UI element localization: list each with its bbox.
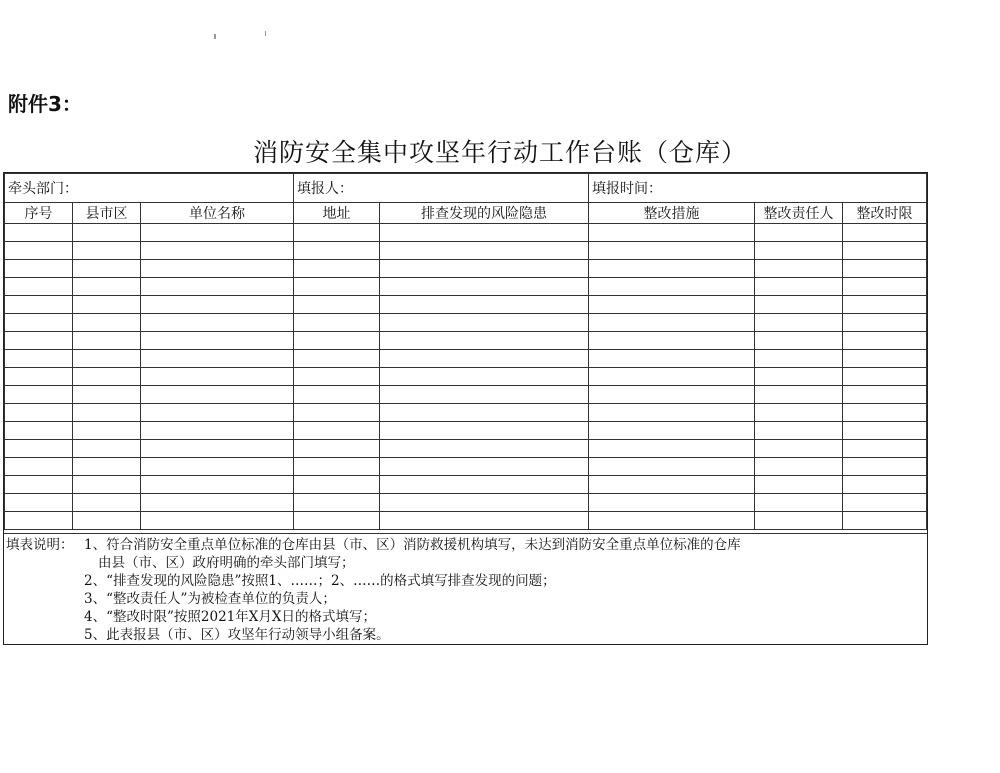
table-cell[interactable] <box>380 494 589 512</box>
table-cell[interactable] <box>843 260 927 278</box>
table-cell[interactable] <box>5 494 73 512</box>
attachment-label: 附件3： <box>8 92 82 116</box>
notes-label: 填表说明： <box>6 537 74 553</box>
table-cell[interactable] <box>380 278 589 296</box>
table-row <box>5 278 927 296</box>
table-cell[interactable] <box>73 242 141 260</box>
table-cell[interactable] <box>294 332 380 350</box>
table-cell[interactable] <box>5 314 73 332</box>
table-cell[interactable] <box>589 458 755 476</box>
table-cell[interactable] <box>380 368 589 386</box>
table-cell[interactable] <box>755 494 843 512</box>
table-cell[interactable] <box>755 242 843 260</box>
table-cell[interactable] <box>843 512 927 530</box>
table-cell[interactable] <box>5 224 73 242</box>
table-cell[interactable] <box>843 224 927 242</box>
table-cell[interactable] <box>843 278 927 296</box>
table-cell[interactable] <box>294 386 380 404</box>
table-cell[interactable] <box>5 512 73 530</box>
table-cell[interactable] <box>294 368 380 386</box>
table-cell[interactable] <box>5 386 73 404</box>
table-row <box>5 386 927 404</box>
note-item: 5、此表报县（市、区）攻坚年行动领导小组备案。 <box>84 627 390 643</box>
table-cell[interactable] <box>755 404 843 422</box>
table-body <box>5 224 927 530</box>
table-cell[interactable] <box>589 476 755 494</box>
col-header-unit-name: 单位名称 <box>141 203 294 224</box>
table-cell[interactable] <box>755 296 843 314</box>
table-cell[interactable] <box>5 260 73 278</box>
table-cell[interactable] <box>141 350 294 368</box>
table-cell[interactable] <box>843 458 927 476</box>
table-cell[interactable] <box>294 422 380 440</box>
table-cell[interactable] <box>589 440 755 458</box>
table-cell[interactable] <box>589 332 755 350</box>
table-cell[interactable] <box>380 458 589 476</box>
table-cell[interactable] <box>73 314 141 332</box>
table-row <box>5 296 927 314</box>
table-cell[interactable] <box>755 458 843 476</box>
table-cell[interactable] <box>73 494 141 512</box>
table-cell[interactable] <box>5 404 73 422</box>
table-cell[interactable] <box>755 314 843 332</box>
table-cell[interactable] <box>755 512 843 530</box>
table-cell[interactable] <box>141 512 294 530</box>
table-cell[interactable] <box>589 224 755 242</box>
table-cell[interactable] <box>755 440 843 458</box>
table-cell[interactable] <box>5 440 73 458</box>
col-header-responsible: 整改责任人 <box>755 203 843 224</box>
table-cell[interactable] <box>73 260 141 278</box>
col-header-hazards: 排查发现的风险隐患 <box>380 203 589 224</box>
table-cell[interactable] <box>755 368 843 386</box>
scan-speck <box>214 34 216 39</box>
table-cell[interactable] <box>141 278 294 296</box>
table-cell[interactable] <box>73 296 141 314</box>
table-cell[interactable] <box>843 476 927 494</box>
table-cell[interactable] <box>380 386 589 404</box>
table-cell[interactable] <box>589 368 755 386</box>
table-cell[interactable] <box>589 314 755 332</box>
table-cell[interactable] <box>843 332 927 350</box>
note-item: 由县（市、区）政府明确的牵头部门填写； <box>98 555 355 571</box>
scan-speck <box>265 31 266 36</box>
table-cell[interactable] <box>843 296 927 314</box>
table-cell[interactable] <box>141 476 294 494</box>
table-cell[interactable] <box>73 224 141 242</box>
table-cell[interactable] <box>141 314 294 332</box>
table-cell[interactable] <box>843 440 927 458</box>
table-cell[interactable] <box>294 224 380 242</box>
table-row <box>5 224 927 242</box>
table-cell[interactable] <box>141 386 294 404</box>
table-cell[interactable] <box>5 242 73 260</box>
table-row <box>5 440 927 458</box>
table-cell[interactable] <box>755 422 843 440</box>
table-cell[interactable] <box>73 422 141 440</box>
table-cell[interactable] <box>294 458 380 476</box>
table-cell[interactable] <box>141 440 294 458</box>
table-cell[interactable] <box>380 260 589 278</box>
table-row <box>5 422 927 440</box>
table-cell[interactable] <box>843 314 927 332</box>
table-cell[interactable] <box>589 278 755 296</box>
table-cell[interactable] <box>755 476 843 494</box>
col-header-county: 县市区 <box>73 203 141 224</box>
table-cell[interactable] <box>843 404 927 422</box>
fill-instructions <box>4 533 927 645</box>
table-cell[interactable] <box>294 260 380 278</box>
table-cell[interactable] <box>5 368 73 386</box>
table-cell[interactable] <box>294 512 380 530</box>
table-cell[interactable] <box>73 476 141 494</box>
table-cell[interactable] <box>589 350 755 368</box>
table-cell[interactable] <box>755 332 843 350</box>
table-cell[interactable] <box>755 386 843 404</box>
table-cell[interactable] <box>755 350 843 368</box>
info-row <box>5 174 927 203</box>
table-row <box>5 512 927 530</box>
table-cell[interactable] <box>73 404 141 422</box>
table-row <box>5 458 927 476</box>
table-cell[interactable] <box>380 332 589 350</box>
table-cell[interactable] <box>73 332 141 350</box>
table-cell[interactable] <box>589 242 755 260</box>
table-cell[interactable] <box>141 368 294 386</box>
col-header-serial: 序号 <box>5 203 73 224</box>
note-item: 4、“整改时限”按照2021年X月X日的格式填写； <box>84 609 376 625</box>
note-item: 3、“整改责任人”为被检查单位的负责人； <box>84 591 336 607</box>
table-row <box>5 260 927 278</box>
table-cell[interactable] <box>73 368 141 386</box>
column-header-row <box>5 203 927 224</box>
table-cell[interactable] <box>294 404 380 422</box>
table-row <box>5 494 927 512</box>
table-cell[interactable] <box>73 440 141 458</box>
table-cell[interactable] <box>589 512 755 530</box>
table-cell[interactable] <box>73 350 141 368</box>
table-cell[interactable] <box>5 296 73 314</box>
table-cell[interactable] <box>589 422 755 440</box>
table-cell[interactable] <box>141 242 294 260</box>
table-cell[interactable] <box>380 242 589 260</box>
table-cell[interactable] <box>380 224 589 242</box>
table-cell[interactable] <box>843 242 927 260</box>
table-cell[interactable] <box>589 386 755 404</box>
table-cell[interactable] <box>380 296 589 314</box>
table-cell[interactable] <box>141 404 294 422</box>
table-cell[interactable] <box>73 512 141 530</box>
table-cell[interactable] <box>5 476 73 494</box>
table-cell[interactable] <box>294 242 380 260</box>
filler-field[interactable]: 填报人： <box>294 174 589 203</box>
table-cell[interactable] <box>141 458 294 476</box>
table-cell[interactable] <box>5 422 73 440</box>
table-cell[interactable] <box>589 296 755 314</box>
table-cell[interactable] <box>141 260 294 278</box>
table-cell[interactable] <box>73 458 141 476</box>
table-row <box>5 476 927 494</box>
table-cell[interactable] <box>380 440 589 458</box>
table-cell[interactable] <box>294 350 380 368</box>
table-cell[interactable] <box>755 224 843 242</box>
fill-time-field[interactable]: 填报时间： <box>589 174 927 203</box>
table-cell[interactable] <box>380 512 589 530</box>
table-cell[interactable] <box>294 476 380 494</box>
table-cell[interactable] <box>141 224 294 242</box>
table-cell[interactable] <box>294 314 380 332</box>
table-row <box>5 368 927 386</box>
document-title: 消防安全集中攻坚年行动工作台账（仓库） <box>252 138 747 167</box>
table-cell[interactable] <box>843 350 927 368</box>
table-cell[interactable] <box>380 404 589 422</box>
table-row <box>5 242 927 260</box>
table-row <box>5 404 927 422</box>
table-cell[interactable] <box>380 350 589 368</box>
table-cell[interactable] <box>843 494 927 512</box>
col-header-measures: 整改措施 <box>589 203 755 224</box>
table-cell[interactable] <box>843 386 927 404</box>
table-cell[interactable] <box>843 368 927 386</box>
table-cell[interactable] <box>5 278 73 296</box>
lead-dept-field[interactable]: 牵头部门： <box>5 174 294 203</box>
table-cell[interactable] <box>141 422 294 440</box>
table-row <box>5 350 927 368</box>
table-cell[interactable] <box>843 422 927 440</box>
table-cell[interactable] <box>5 332 73 350</box>
table-cell[interactable] <box>294 440 380 458</box>
table-cell[interactable] <box>294 278 380 296</box>
ledger-grid <box>4 173 927 530</box>
table-cell[interactable] <box>380 422 589 440</box>
col-header-deadline: 整改时限 <box>843 203 927 224</box>
ledger-table <box>3 172 928 645</box>
table-cell[interactable] <box>589 404 755 422</box>
table-cell[interactable] <box>380 476 589 494</box>
table-cell[interactable] <box>73 278 141 296</box>
table-cell[interactable] <box>589 494 755 512</box>
table-cell[interactable] <box>755 278 843 296</box>
col-header-address: 地址 <box>294 203 380 224</box>
table-cell[interactable] <box>380 314 589 332</box>
table-cell[interactable] <box>141 332 294 350</box>
table-cell[interactable] <box>294 296 380 314</box>
table-cell[interactable] <box>73 386 141 404</box>
table-cell[interactable] <box>5 350 73 368</box>
table-cell[interactable] <box>755 260 843 278</box>
note-item: 1、符合消防安全重点单位标准的仓库由县（市、区）消防救援机构填写，未达到消防安全重点单位标准的仓库 <box>84 537 741 553</box>
note-item: 2、“排查发现的风险隐患”按照1、……；2、……的格式填写排查发现的问题； <box>84 573 556 589</box>
table-row <box>5 314 927 332</box>
table-cell[interactable] <box>294 494 380 512</box>
table-cell[interactable] <box>141 494 294 512</box>
table-cell[interactable] <box>5 458 73 476</box>
table-cell[interactable] <box>141 296 294 314</box>
table-cell[interactable] <box>589 260 755 278</box>
table-row <box>5 332 927 350</box>
